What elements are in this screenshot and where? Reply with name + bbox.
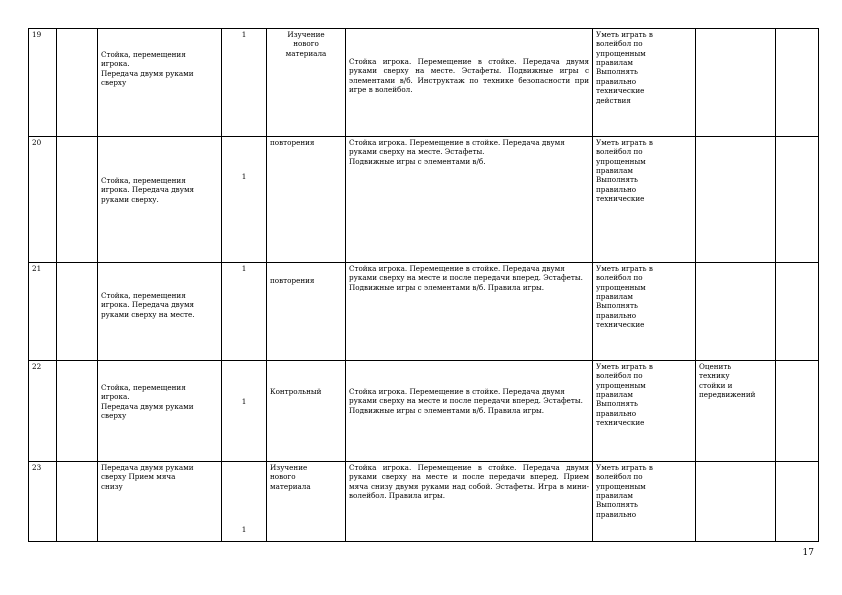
lesson-content-text: Стойка игрока. Перемещение в стойке. Передача двумя руками сверху на месте и после передачи вперед. Эстафеты. Подвижные игры с элементами в/б. Правила игры. (349, 264, 583, 292)
empty-cell (776, 361, 819, 462)
lesson-type (267, 462, 346, 542)
lesson-content (346, 137, 593, 263)
lesson-requirements-text: Уметь играть в волейбол по упрощенным правилам Выполнять правильно технические (596, 362, 653, 428)
lesson-number: 23 (29, 462, 57, 542)
lesson-content-text: Стойка игрока. Перемещение в стойке. Передача двумя руками сверху на месте. Эстафеты. Подвижные игры с элементами в/б. (349, 138, 565, 166)
lesson-content-text: Стойка игрока. Перемещение в стойке. Передача двумя руками сверху на месте и после передачи вперед. Прием мяча снизу двумя руками над собой. Эстафеты. Игра в мини-волейбол. Правила игры. (349, 463, 589, 501)
lesson-type (267, 361, 346, 462)
lesson-type-text: Изучение нового материала (270, 463, 311, 491)
lesson-content (346, 462, 593, 542)
lesson-requirements-text: Уметь играть в волейбол по упрощенным правилам Выполнять правильно технические (596, 138, 653, 204)
empty-cell (776, 462, 819, 542)
lesson-type (267, 29, 346, 137)
page-number: 17 (802, 548, 814, 558)
lesson-type-text: Контрольный (270, 387, 322, 396)
lesson-hours (222, 462, 267, 542)
empty-cell (57, 29, 98, 137)
lesson-requirements-text: Уметь играть в волейбол по упрощенным правилам Выполнять правильно (596, 463, 653, 519)
lesson-type-text: повторения (270, 276, 315, 285)
lesson-requirements-text: Уметь играть в волейбол по упрощенным правилам Выполнять правильно технические (596, 264, 653, 330)
empty-cell (776, 263, 819, 361)
lesson-topic (98, 462, 222, 542)
lesson-topic (98, 137, 222, 263)
lesson-type (267, 263, 346, 361)
empty-cell (57, 137, 98, 263)
lesson-hours (222, 361, 267, 462)
lesson-requirements (593, 462, 696, 542)
empty-cell (57, 263, 98, 361)
lesson-control (696, 29, 776, 137)
lesson-plan-table (28, 28, 819, 542)
lesson-topic (98, 361, 222, 462)
lesson-topic-text: Стойка, перемещения игрока. Передача двумя руками сверху (101, 50, 194, 88)
lesson-type (267, 137, 346, 263)
lesson-number: 21 (29, 263, 57, 361)
table-row (29, 361, 819, 462)
lesson-type-text: Изучение нового материала (285, 30, 327, 58)
lesson-requirements (593, 361, 696, 462)
table-row (29, 462, 819, 542)
lesson-hours-text: 1 (241, 172, 247, 181)
empty-cell (776, 29, 819, 137)
lesson-content-text: Стойка игрока. Перемещение в стойке. Передача двумя руками сверху на месте и после передачи вперед. Эстафеты. Подвижные игры с элементами в/б. Правила игры. (349, 387, 583, 415)
lesson-hours (222, 137, 267, 263)
lesson-topic-text: Стойка, перемещения игрока. Передача двумя руками сверху на месте. (101, 291, 195, 319)
lesson-content-text: Стойка игрока. Перемещение в стойке. Передача двумя руками сверху на месте. Эстафеты. Подвижные игры с элементами в/б. Инструктаж по технике безопасности при игре в волейбол. (349, 57, 589, 95)
lesson-hours: 1 (222, 29, 267, 137)
lesson-requirements (593, 29, 696, 137)
lesson-control-text: Оценить технику стойки и передвижений (699, 362, 756, 400)
lesson-control (696, 137, 776, 263)
lesson-control (696, 462, 776, 542)
lesson-number: 22 (29, 361, 57, 462)
lesson-requirements (593, 137, 696, 263)
lesson-number: 20 (29, 137, 57, 263)
lesson-topic-text: Стойка, перемещения игрока. Передача двумя руками сверху (101, 383, 194, 421)
table-row (29, 29, 819, 137)
lesson-content (346, 361, 593, 462)
empty-cell (57, 361, 98, 462)
lesson-topic (98, 29, 222, 137)
lesson-number: 19 (29, 29, 57, 137)
empty-cell (776, 137, 819, 263)
lesson-type-text: повторения (270, 138, 315, 147)
lesson-control (696, 361, 776, 462)
empty-cell (57, 462, 98, 542)
lesson-requirements (593, 263, 696, 361)
lesson-content (346, 29, 593, 137)
lesson-control (696, 263, 776, 361)
table-row (29, 263, 819, 361)
lesson-topic-text: Передача двумя руками сверху Прием мяча снизу (101, 463, 194, 491)
lesson-requirements-text: Уметь играть в волейбол по упрощенным правилам Выполнять правильно технические действия (596, 30, 653, 105)
lesson-topic-text: Стойка, перемещения игрока. Передача двумя руками сверху. (101, 176, 195, 204)
lesson-hours: 1 (222, 263, 267, 361)
lesson-hours-text: 1 (241, 525, 247, 534)
table-row (29, 137, 819, 263)
lesson-content (346, 263, 593, 361)
lesson-hours-text: 1 (241, 397, 247, 406)
lesson-topic (98, 263, 222, 361)
